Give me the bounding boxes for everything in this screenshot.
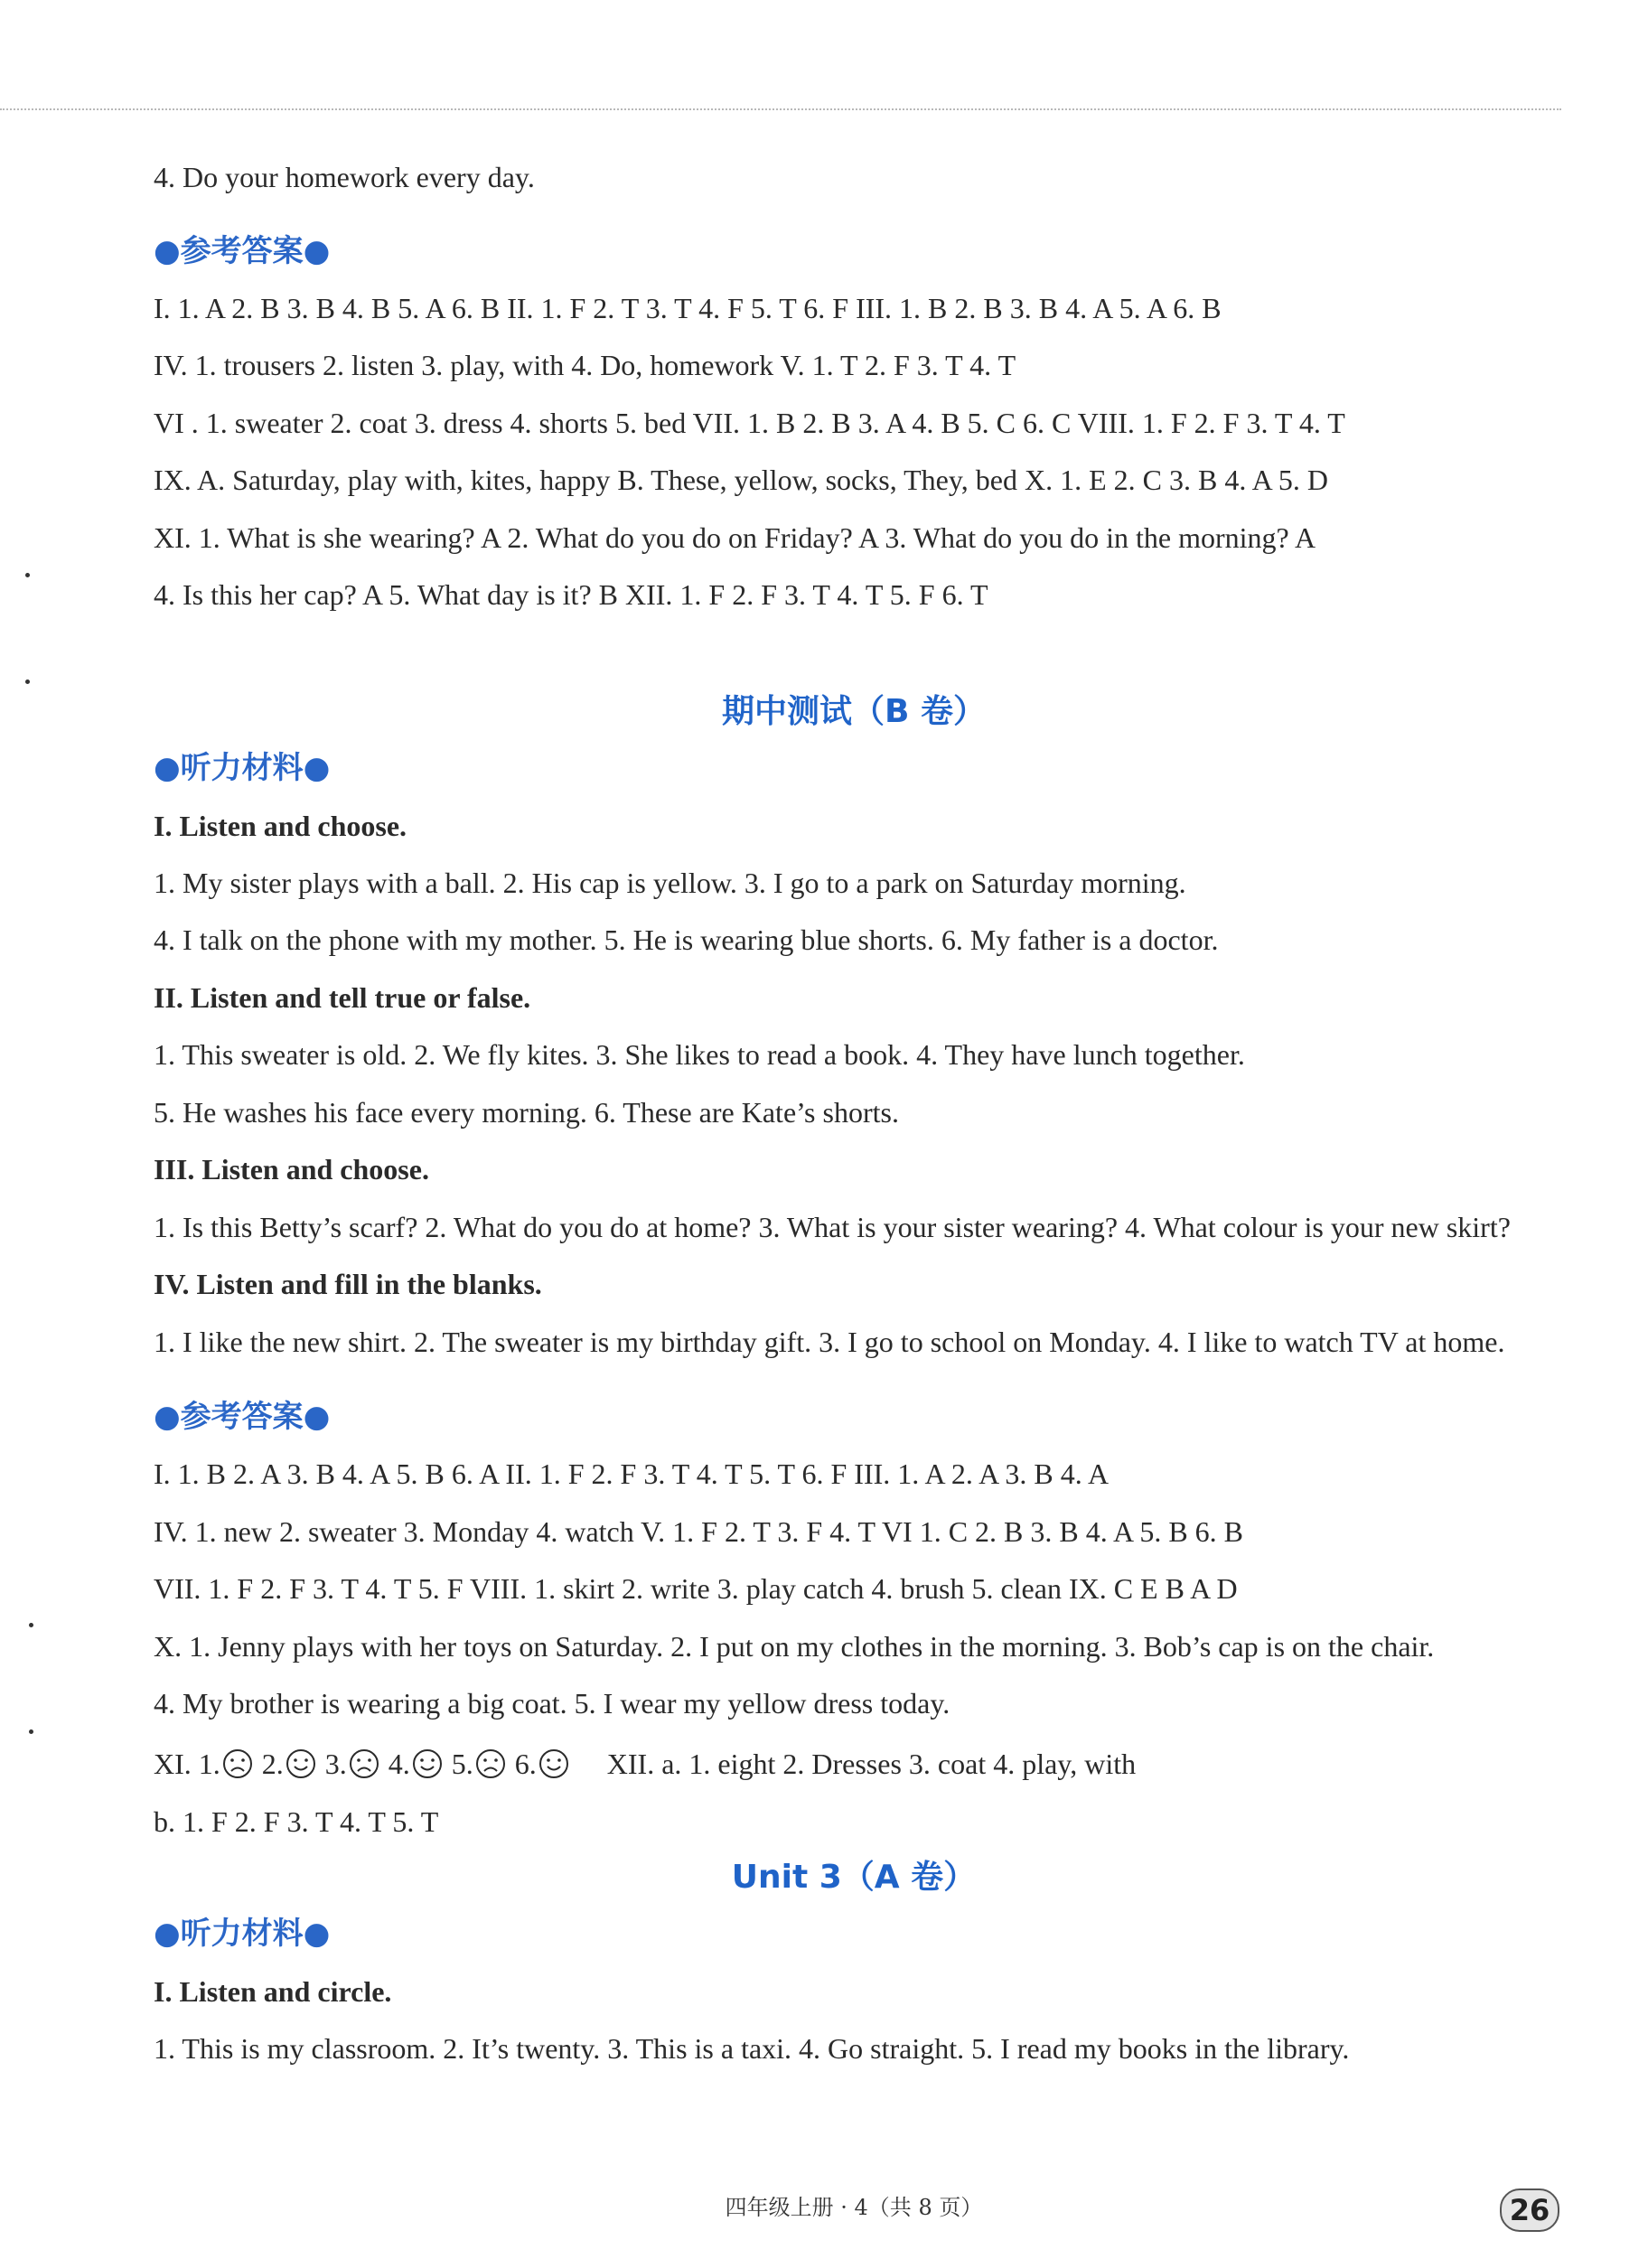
- section-title: Unit 3（A 卷）: [731, 1859, 977, 1896]
- margin-dot: [29, 1623, 33, 1627]
- text-line: 4. Do your homework every day.: [154, 161, 535, 193]
- text-line: 1. My sister plays with a ball. 2. His cap is yellow. 3. I go to a park on Saturday morning.: [154, 867, 1186, 899]
- margin-dot: [29, 1729, 33, 1734]
- page-footer: 四年级上册 · 4（共 8 页）: [725, 2195, 983, 2220]
- answer-line: 4. My brother is wearing a big coat. 5. I wear my yellow dress today.: [154, 1687, 950, 1720]
- answer-line: I. 1. B 2. A 3. B 4. A 5. B 6. A II. 1. F 2. F 3. T 4. T 5. T 6. F III. 1. A 2. A 3. B 4. A: [154, 1457, 1110, 1490]
- face-item-number: 4.: [380, 1748, 410, 1780]
- sad-face-icon: [222, 1748, 253, 1779]
- answer-header: ●参考答案●: [154, 1399, 331, 1435]
- page-number-badge: 26: [1500, 2188, 1559, 2232]
- part-heading: II. Listen and tell true or false.: [154, 981, 531, 1014]
- top-dotted-rule: [0, 108, 1561, 110]
- text-line: 1. I like the new shirt. 2. The sweater is my birthday gift. 3. I go to school on Monday. 4. I like to watch TV at home.: [154, 1326, 1505, 1358]
- listening-header: ●听力材料●: [154, 1916, 331, 1952]
- xii-answers: XII. a. 1. eight 2. Dresses 3. coat 4. play, with: [606, 1748, 1137, 1780]
- face-item-number: 5.: [444, 1748, 473, 1780]
- answer-header: ●参考答案●: [154, 233, 331, 269]
- section-title: 期中测试（B 卷）: [722, 693, 986, 730]
- face-item-number: 1.: [198, 1748, 220, 1780]
- face-item-number: 2.: [254, 1748, 284, 1780]
- smiley-face-icon: [412, 1748, 443, 1779]
- answer-line-faces: [154, 1746, 1136, 1782]
- part-heading: I. Listen and circle.: [154, 1975, 392, 2008]
- face-item-number: 3.: [317, 1748, 347, 1780]
- smiley-face-icon: [538, 1748, 569, 1779]
- margin-dot: [25, 573, 30, 577]
- sad-face-icon: [475, 1748, 506, 1779]
- sad-face-icon: [349, 1748, 379, 1779]
- answer-line: b. 1. F 2. F 3. T 4. T 5. T: [154, 1805, 439, 1838]
- answer-line: IV. 1. trousers 2. listen 3. play, with 4. Do, homework V. 1. T 2. F 3. T 4. T: [154, 349, 1016, 381]
- text-line: 4. I talk on the phone with my mother. 5. He is wearing blue shorts. 6. My father is a doctor.: [154, 923, 1219, 956]
- part-heading: IV. Listen and fill in the blanks.: [154, 1268, 542, 1300]
- text-line: 5. He washes his face every morning. 6. These are Kate’s shorts.: [154, 1096, 899, 1129]
- answer-line: 4. Is this her cap? A 5. What day is it? B XII. 1. F 2. F 3. T 4. T 5. F 6. T: [154, 578, 988, 611]
- margin-dot: [25, 679, 30, 684]
- answer-line: VI . 1. sweater 2. coat 3. dress 4. shorts 5. bed VII. 1. B 2. B 3. A 4. B 5. C 6. C VIII. 1. F 2. F 3. T 4. T: [154, 407, 1345, 439]
- listening-header: ●听力材料●: [154, 750, 331, 786]
- answer-line: IX. A. Saturday, play with, kites, happy B. These, yellow, socks, They, bed X. 1. E 2. C 3. B 4. A 5. D: [154, 464, 1329, 496]
- part-heading: III. Listen and choose.: [154, 1153, 429, 1186]
- text-line: 1. This is my classroom. 2. It’s twenty. 3. This is a taxi. 4. Go straight. 5. I read my books in the library.: [154, 2032, 1350, 2065]
- face-items: [199, 1748, 571, 1780]
- text-line: 1. This sweater is old. 2. We fly kites. 3. She likes to read a book. 4. They have lunch together.: [154, 1038, 1245, 1071]
- part-heading: I. Listen and choose.: [154, 810, 407, 842]
- answer-line: I. 1. A 2. B 3. B 4. B 5. A 6. B II. 1. F 2. T 3. T 4. F 5. T 6. F III. 1. B 2. B 3. B 4. A 5. A 6. B: [154, 292, 1222, 324]
- answer-line: XI. 1. What is she wearing? A 2. What do you do on Friday? A 3. What do you do in the morning? A: [154, 521, 1316, 554]
- answer-line: X. 1. Jenny plays with her toys on Saturday. 2. I put on my clothes in the morning. 3. Bob’s cap is on the chair.: [154, 1630, 1435, 1663]
- face-item-number: 6.: [507, 1748, 537, 1780]
- answer-line: VII. 1. F 2. F 3. T 4. T 5. F VIII. 1. skirt 2. write 3. play catch 4. brush 5. clean IX. C E B A D: [154, 1572, 1238, 1605]
- text-line: 1. Is this Betty’s scarf? 2. What do you do at home? 3. What is your sister wearing? 4. What colour is your new skirt?: [154, 1211, 1511, 1243]
- xi-prefix: XI.: [154, 1748, 192, 1780]
- answer-line: IV. 1. new 2. sweater 3. Monday 4. watch V. 1. F 2. T 3. F 4. T VI 1. C 2. B 3. B 4. A 5. B 6. B: [154, 1515, 1243, 1548]
- smiley-face-icon: [286, 1748, 316, 1779]
